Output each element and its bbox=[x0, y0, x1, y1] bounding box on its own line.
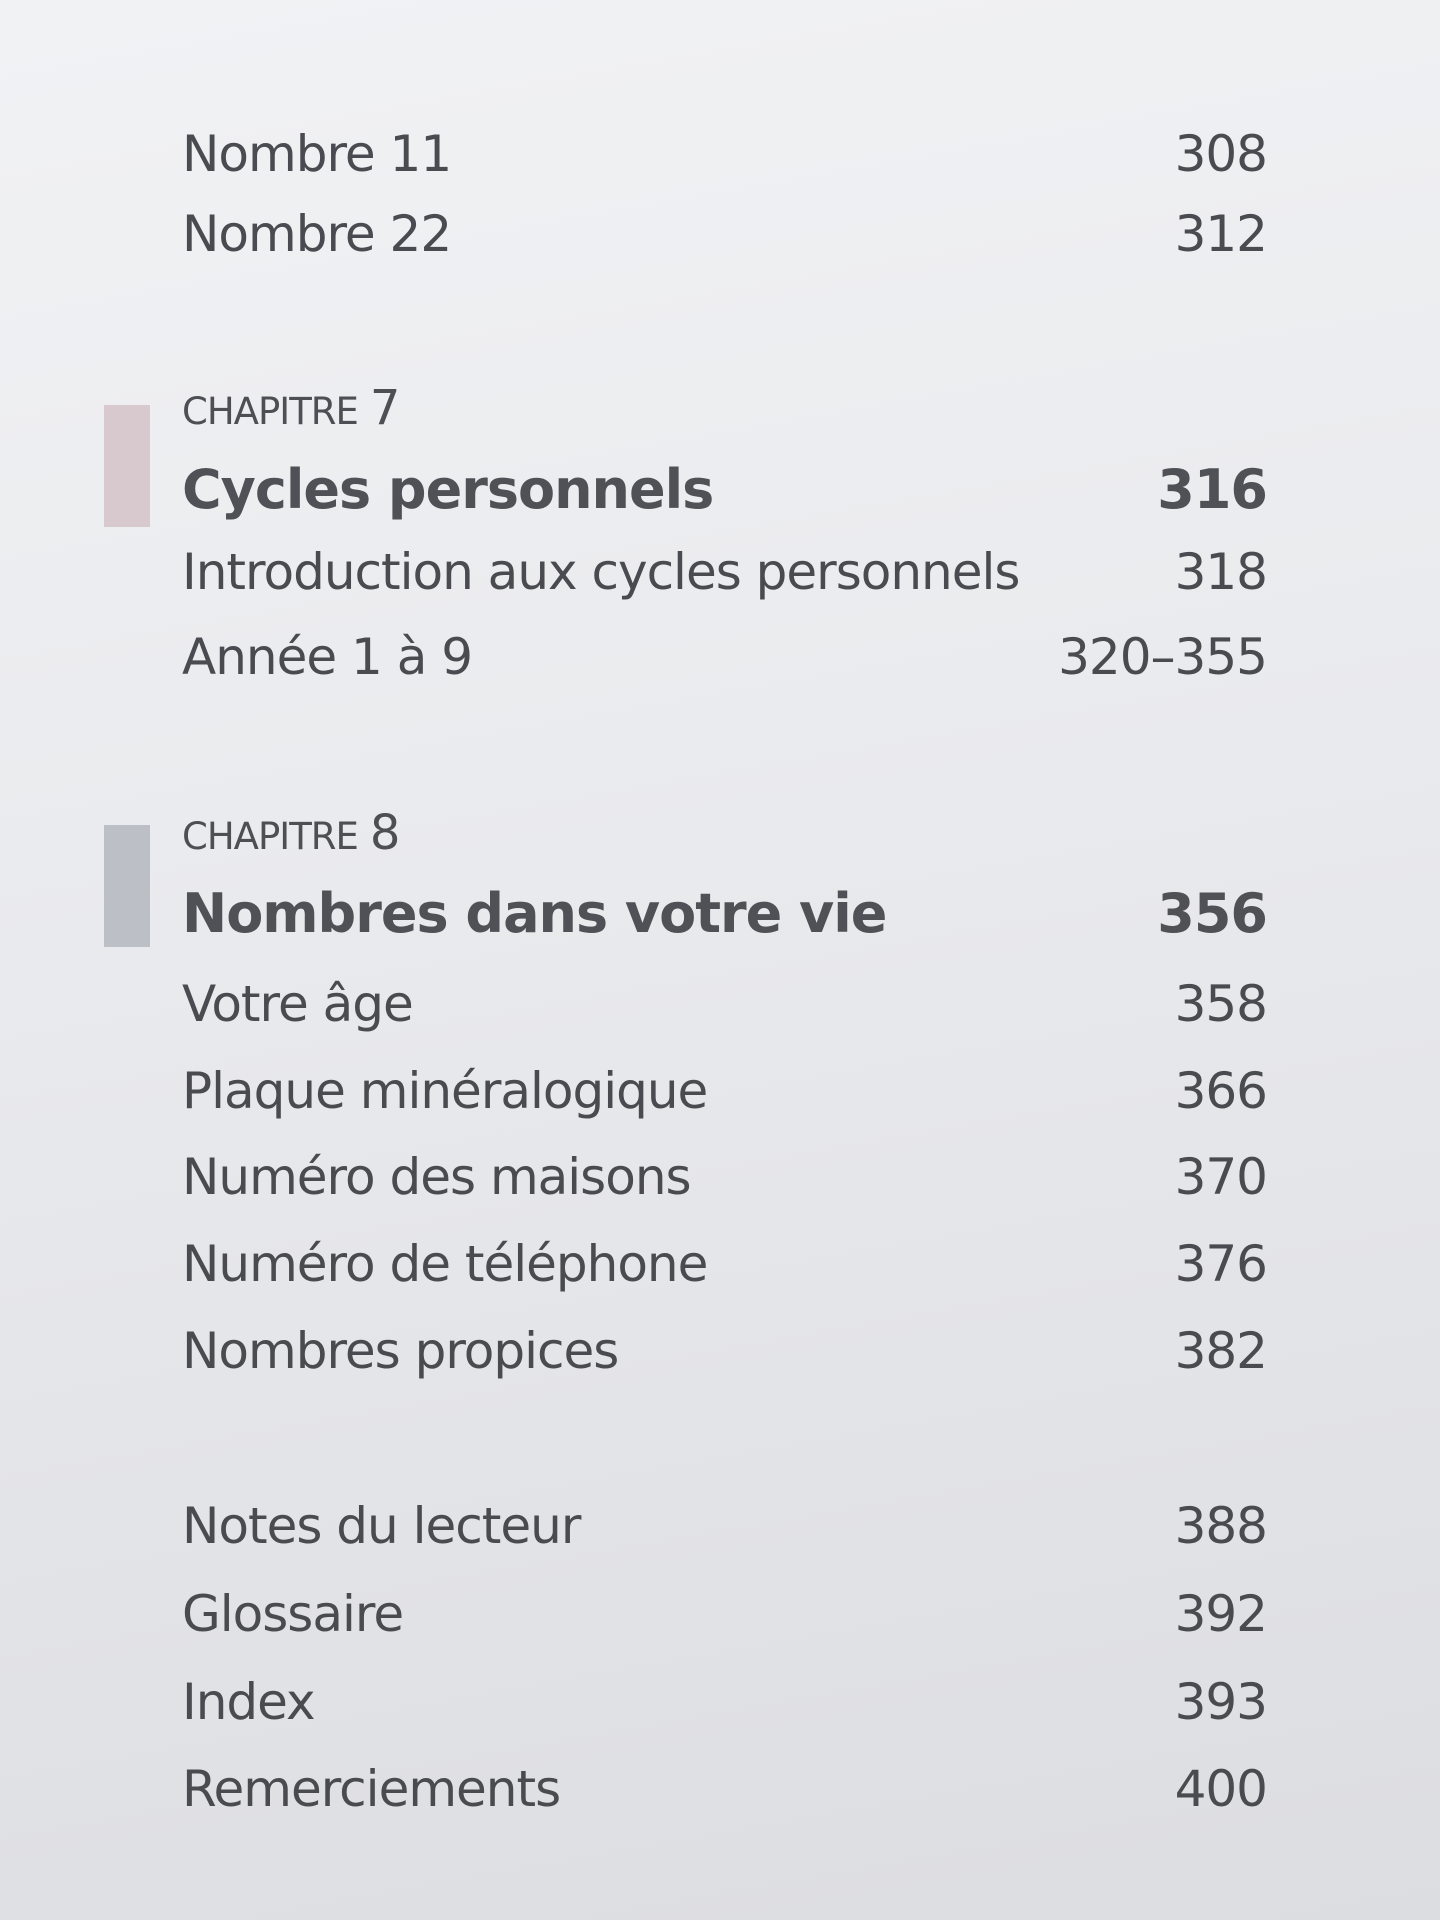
toc-entry-label: Année 1 à 9 bbox=[182, 628, 473, 686]
toc-entry-label: Glossaire bbox=[182, 1585, 404, 1643]
toc-entry-label: Plaque minéralogique bbox=[182, 1062, 708, 1120]
toc-entry-page: 393 bbox=[1174, 1673, 1267, 1731]
toc-entry[interactable] bbox=[182, 1062, 1267, 1142]
toc-entry[interactable] bbox=[182, 543, 1267, 623]
chapter-8-label bbox=[182, 805, 399, 861]
toc-entry-label: Remerciements bbox=[182, 1760, 561, 1818]
toc-entry-label: Numéro de téléphone bbox=[182, 1235, 708, 1293]
chapter-8-title-row[interactable] bbox=[182, 882, 1267, 962]
toc-entry[interactable] bbox=[182, 1585, 1267, 1665]
toc-entry-page: 308 bbox=[1174, 125, 1267, 183]
toc-entry-label: Index bbox=[182, 1673, 315, 1731]
chapter-title-page: 356 bbox=[1157, 882, 1267, 945]
chapter-7-color-bar bbox=[104, 405, 150, 527]
chapter-label-text: CHAPITRE bbox=[182, 390, 358, 433]
toc-entry-page: 382 bbox=[1174, 1322, 1267, 1380]
chapter-8-color-bar bbox=[104, 825, 150, 947]
chapter-title: Cycles personnels bbox=[182, 458, 714, 521]
toc-entry-page: 388 bbox=[1174, 1497, 1267, 1555]
toc-entry[interactable] bbox=[182, 628, 1267, 708]
toc-entry[interactable] bbox=[182, 125, 1267, 205]
toc-entry-page: 366 bbox=[1174, 1062, 1267, 1120]
toc-entry[interactable] bbox=[182, 1322, 1267, 1402]
toc-entry[interactable] bbox=[182, 1235, 1267, 1315]
toc-entry[interactable] bbox=[182, 1673, 1267, 1753]
toc-entry-page: 392 bbox=[1174, 1585, 1267, 1643]
toc-entry-page: 376 bbox=[1174, 1235, 1267, 1293]
chapter-title: Nombres dans votre vie bbox=[182, 882, 887, 945]
chapter-number: 8 bbox=[369, 805, 400, 861]
toc-entry-label: Nombre 22 bbox=[182, 205, 452, 263]
toc-entry[interactable] bbox=[182, 1760, 1267, 1840]
chapter-number: 7 bbox=[369, 380, 400, 436]
toc-entry[interactable] bbox=[182, 1497, 1267, 1577]
toc-entry-page: 358 bbox=[1174, 975, 1267, 1033]
toc-entry[interactable] bbox=[182, 975, 1267, 1055]
toc-entry-label: Introduction aux cycles personnels bbox=[182, 543, 1020, 601]
chapter-title-page: 316 bbox=[1157, 458, 1267, 521]
chapter-label-text: CHAPITRE bbox=[182, 815, 358, 858]
toc-entry-page: 320–355 bbox=[1058, 628, 1267, 686]
toc-entry-label: Nombres propices bbox=[182, 1322, 619, 1380]
toc-entry-label: Notes du lecteur bbox=[182, 1497, 581, 1555]
toc-entry[interactable] bbox=[182, 1148, 1267, 1228]
toc-entry-page: 370 bbox=[1174, 1148, 1267, 1206]
chapter-7-label bbox=[182, 380, 399, 436]
toc-entry-label: Nombre 11 bbox=[182, 125, 452, 183]
chapter-7-title-row[interactable] bbox=[182, 458, 1267, 538]
toc-entry-label: Numéro des maisons bbox=[182, 1148, 691, 1206]
toc-entry-page: 400 bbox=[1174, 1760, 1267, 1818]
toc-entry-page: 318 bbox=[1174, 543, 1267, 601]
toc-entry[interactable] bbox=[182, 205, 1267, 285]
toc-entry-page: 312 bbox=[1174, 205, 1267, 263]
toc-entry-label: Votre âge bbox=[182, 975, 413, 1033]
